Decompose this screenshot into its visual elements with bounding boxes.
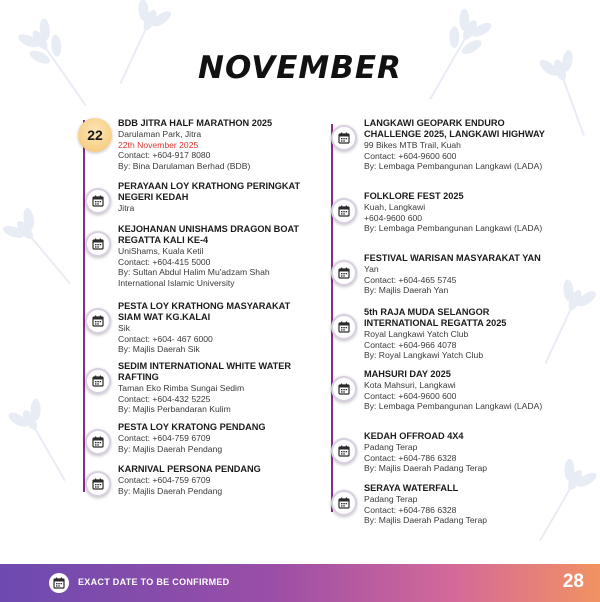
calendar-icon bbox=[85, 471, 111, 497]
calendar-icon bbox=[331, 376, 357, 402]
event-organizer: By: Lembaga Pembangunan Langkawi (LADA) bbox=[364, 401, 543, 412]
event-title: PESTA LOY KRATHONG MASYARAKAT SIAM WAT KG.KALAI bbox=[118, 301, 291, 322]
date-badge: 22 bbox=[78, 118, 112, 152]
event-title: PESTA LOY KRATONG PENDANG bbox=[118, 422, 266, 432]
left-event-column bbox=[87, 118, 308, 498]
event-title: SEDIM INTERNATIONAL WHITE WATER RAFTING bbox=[118, 361, 292, 382]
event-contact: Contact: +604-432 5225 bbox=[118, 393, 211, 404]
event-contact: Contact: +604-966 4078 bbox=[364, 339, 457, 350]
event-location: Jitra bbox=[118, 203, 135, 213]
event-item bbox=[118, 181, 308, 214]
event-organizer: By: Majlis Daerah Yan bbox=[364, 285, 449, 296]
event-title: KARNIVAL PERSONA PENDANG bbox=[118, 464, 261, 474]
calendar-icon bbox=[49, 573, 69, 593]
event-organizer: By: Bina Darulaman Berhad (BDB) bbox=[118, 160, 251, 171]
calendar-icon bbox=[85, 231, 111, 257]
event-location: 99 Bikes MTB Trail, Kuah bbox=[364, 140, 461, 150]
event-contact: Contact: +604-415 5000 bbox=[118, 256, 211, 267]
event-title: MAHSURI DAY 2025 bbox=[364, 369, 451, 379]
event-contact: Contact: +604-759 6709 bbox=[118, 475, 211, 485]
event-title: BDB JITRA HALF MARATHON 2025 bbox=[118, 118, 273, 128]
calendar-icon bbox=[331, 438, 357, 464]
calendar-icon bbox=[331, 260, 357, 286]
event-title: FOLKLORE FEST 2025 bbox=[364, 191, 464, 201]
event-location: Kuah, Langkawi bbox=[364, 202, 426, 212]
footer-bar bbox=[0, 564, 600, 602]
event-location: Taman Eko Rimba Sungai Sedim bbox=[118, 383, 245, 393]
event-item bbox=[364, 253, 560, 296]
event-contact: Contact: +604-786 6328 bbox=[364, 452, 457, 463]
event-organizer: By: Sultan Abdul Halim Mu'adzam Shah International Islamic University bbox=[118, 267, 270, 288]
event-item bbox=[118, 464, 308, 496]
event-title: SERAYA WATERFALL bbox=[364, 483, 459, 493]
event-item bbox=[118, 422, 308, 454]
event-item bbox=[364, 483, 560, 526]
event-item bbox=[118, 361, 308, 415]
event-title: KEDAH OFFROAD 4X4 bbox=[364, 431, 464, 441]
event-contact: Contact: +604-9600 600 bbox=[364, 390, 457, 401]
calendar-icon bbox=[331, 198, 357, 224]
event-contact: +604-9600 600 bbox=[364, 212, 423, 223]
event-item bbox=[87, 118, 308, 171]
event-title: FESTIVAL WARISAN MASYARAKAT YAN bbox=[364, 253, 541, 263]
event-organizer: By: Majlis Daerah Pendang bbox=[118, 443, 223, 454]
calendar-icon bbox=[85, 308, 111, 334]
event-item bbox=[364, 118, 560, 172]
page-number: 28 bbox=[562, 571, 584, 592]
event-item bbox=[364, 369, 560, 412]
event-organizer: By: Majlis Daerah Pendang bbox=[118, 485, 223, 496]
event-contact: Contact: +604-465 5745 bbox=[364, 274, 457, 285]
event-location: Kota Mahsuri, Langkawi bbox=[364, 380, 456, 390]
event-contact: Contact: +604- 467 6000 bbox=[118, 333, 213, 344]
event-contact: Contact: +604-917 8080 bbox=[118, 150, 211, 161]
event-item bbox=[364, 307, 560, 361]
event-date: 22th November 2025 bbox=[118, 139, 199, 150]
right-event-column bbox=[364, 118, 560, 528]
footer-legend-text: EXACT DATE TO BE CONFIRMED bbox=[78, 577, 230, 587]
calendar-icon bbox=[85, 368, 111, 394]
calendar-icon bbox=[331, 314, 357, 340]
calendar-icon bbox=[85, 188, 111, 214]
event-item bbox=[118, 301, 308, 355]
event-organizer: By: Majlis Perbandaran Kulim bbox=[118, 404, 231, 415]
calendar-icon bbox=[331, 125, 357, 151]
event-contact: Contact: +604-9600 600 bbox=[364, 150, 457, 161]
event-item bbox=[118, 224, 308, 288]
event-organizer: By: Lembaga Pembangunan Langkawi (LADA) bbox=[364, 223, 543, 234]
event-organizer: By: Lembaga Pembangunan Langkawi (LADA) bbox=[364, 161, 543, 172]
event-title: LANGKAWI GEOPARK ENDURO CHALLENGE 2025, LANGKAWI HIGHWAY bbox=[364, 118, 545, 139]
event-location: Sik bbox=[118, 323, 130, 333]
event-title: 5th RAJA MUDA SELANGOR INTERNATIONAL REGATTA 2025 bbox=[364, 307, 507, 328]
event-location: Royal Langkawi Yatch Club bbox=[364, 329, 469, 339]
event-location: Yan bbox=[364, 264, 379, 274]
calendar-icon bbox=[85, 429, 111, 455]
page-title: NOVEMBER bbox=[198, 50, 402, 86]
event-organizer: By: Majlis Daerah Padang Terap bbox=[364, 463, 488, 474]
event-location: UniShams, Kuala Ketil bbox=[118, 246, 204, 256]
event-location: Darulaman Park, Jitra bbox=[118, 129, 202, 139]
event-title: PERAYAAN LOY KRATHONG PERINGKAT NEGERI KEDAH bbox=[118, 181, 301, 202]
event-organizer: By: Royal Langkawi Yatch Club bbox=[364, 350, 484, 361]
event-contact: Contact: +604-759 6709 bbox=[118, 433, 211, 443]
event-location: Padang Terap bbox=[364, 442, 418, 452]
event-location: Padang Terap bbox=[364, 494, 418, 504]
event-item bbox=[364, 191, 560, 234]
event-organizer: By: Majlis Daerah Sik bbox=[118, 344, 200, 355]
event-title: KEJOHANAN UNISHAMS DRAGON BOAT REGATTA KALI KE-4 bbox=[118, 224, 300, 245]
event-contact: Contact: +604-786 6328 bbox=[364, 504, 457, 515]
event-item bbox=[364, 431, 560, 474]
event-organizer: By: Majlis Daerah Padang Terap bbox=[364, 515, 488, 526]
calendar-icon bbox=[331, 490, 357, 516]
left-timeline-line bbox=[83, 120, 85, 492]
